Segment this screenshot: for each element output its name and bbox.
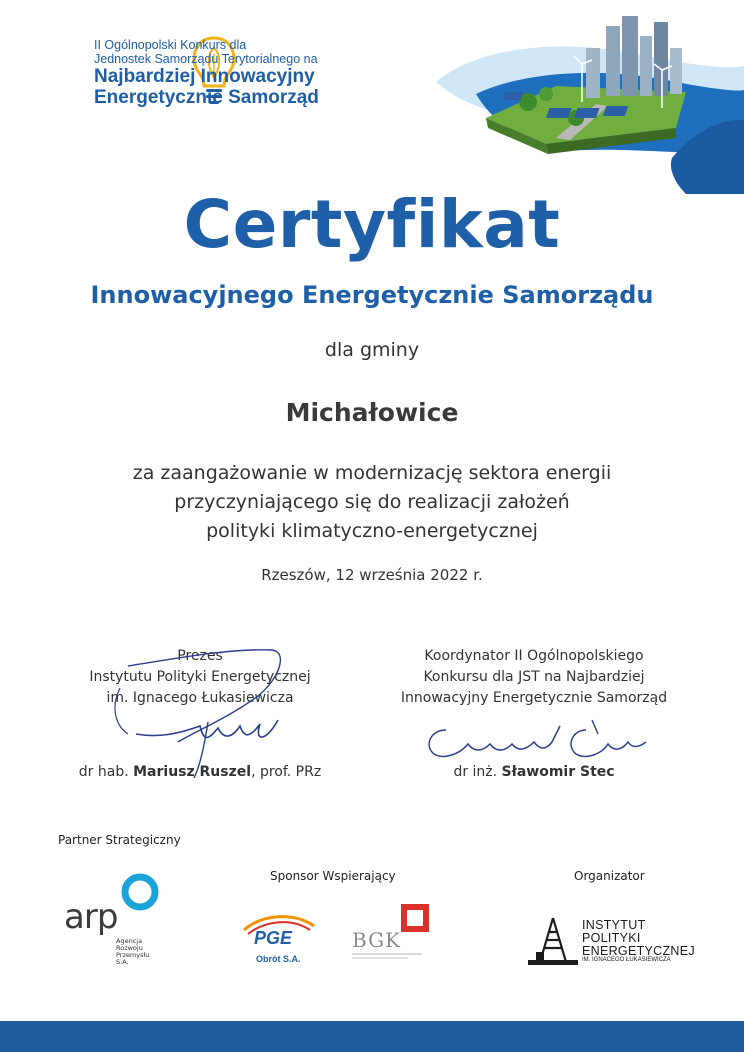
organizer-label: Organizator [574,869,645,883]
right-role-line-2: Konkursu dla JST na Najbardziej [423,669,645,685]
left-name-bold: Mariusz Ruszel [133,764,252,780]
sponsor-label: Sponsor Wspierający [270,869,396,883]
bottom-decorative-bar [0,1021,744,1052]
left-role-line-3: im. Ignacego Łukasiewicza [106,690,294,706]
bgk-wordmark: BGK [352,928,401,952]
left-role-line-1: Prezes [177,648,223,664]
reason-line-1: za zaangażowanie w modernizację sektora energii [132,462,612,484]
place-and-date: Rzeszów, 12 września 2022 r. [261,566,483,584]
arp-sub-line-3: Przemysłu [116,951,150,959]
oil-derrick-icon [526,916,580,968]
right-role-line-1: Koordynator II Ogólnopolskiego [424,648,644,664]
green-city-illustration [436,8,744,194]
arp-wordmark: arp [64,897,118,937]
partner-label: Partner Strategiczny [58,833,181,847]
right-signature-scribble [416,714,656,764]
arp-sub-line-4: S.A. [116,958,129,966]
right-signatory-role [384,646,684,709]
certificate-subtitle: Innowacyjnego Energetycznie Samorządu [90,281,654,309]
header-title-line-1: Najbardziej Innowacyjny [94,66,315,87]
ipe-subtitle: IM. IGNACEGO ŁUKASIEWICZA [582,957,671,963]
header-line-1: II Ogólnopolski Konkurs dla [94,38,247,52]
left-signature-scribble [108,638,298,778]
certificate-title: Certyfikat [183,186,561,263]
arp-sub-line-1: Agencja [116,937,143,945]
left-role-line-2: Instytutu Polityki Energetycznej [89,669,311,685]
left-name-prefix: dr hab. [78,764,134,780]
left-signatory-name [50,764,350,780]
right-signatory-name [384,764,684,780]
ipe-line-2: POLITYKI [582,931,641,945]
header-title-line-2: Energetycznie Samorząd [94,87,319,108]
right-name-bold: Sławomir Stec [501,764,615,780]
recipient-name: Michałowice [285,398,459,427]
recipient-label: dla gminy [324,339,420,361]
reason-line-3: polityki klimatyczno-energetycznej [206,520,538,542]
pge-subtitle: Obrót S.A. [256,954,301,964]
ipe-line-1: INSTYTUT [582,918,646,932]
right-role-line-3: Innowacyjny Energetycznie Samorząd [400,690,668,706]
arp-sub-line-2: Rozwoju [116,944,143,952]
header-line-2: Jednostek Samorządu Terytorialnego na [94,52,318,66]
right-name-prefix: dr inż. [453,764,502,780]
reason-line-2: przyczyniającego się do realizacji założeń [174,491,570,513]
pge-wordmark: PGE [254,928,293,948]
ipe-line-3: ENERGETYCZNEJ [582,944,695,958]
left-name-suffix: , prof. PRz [251,764,322,780]
